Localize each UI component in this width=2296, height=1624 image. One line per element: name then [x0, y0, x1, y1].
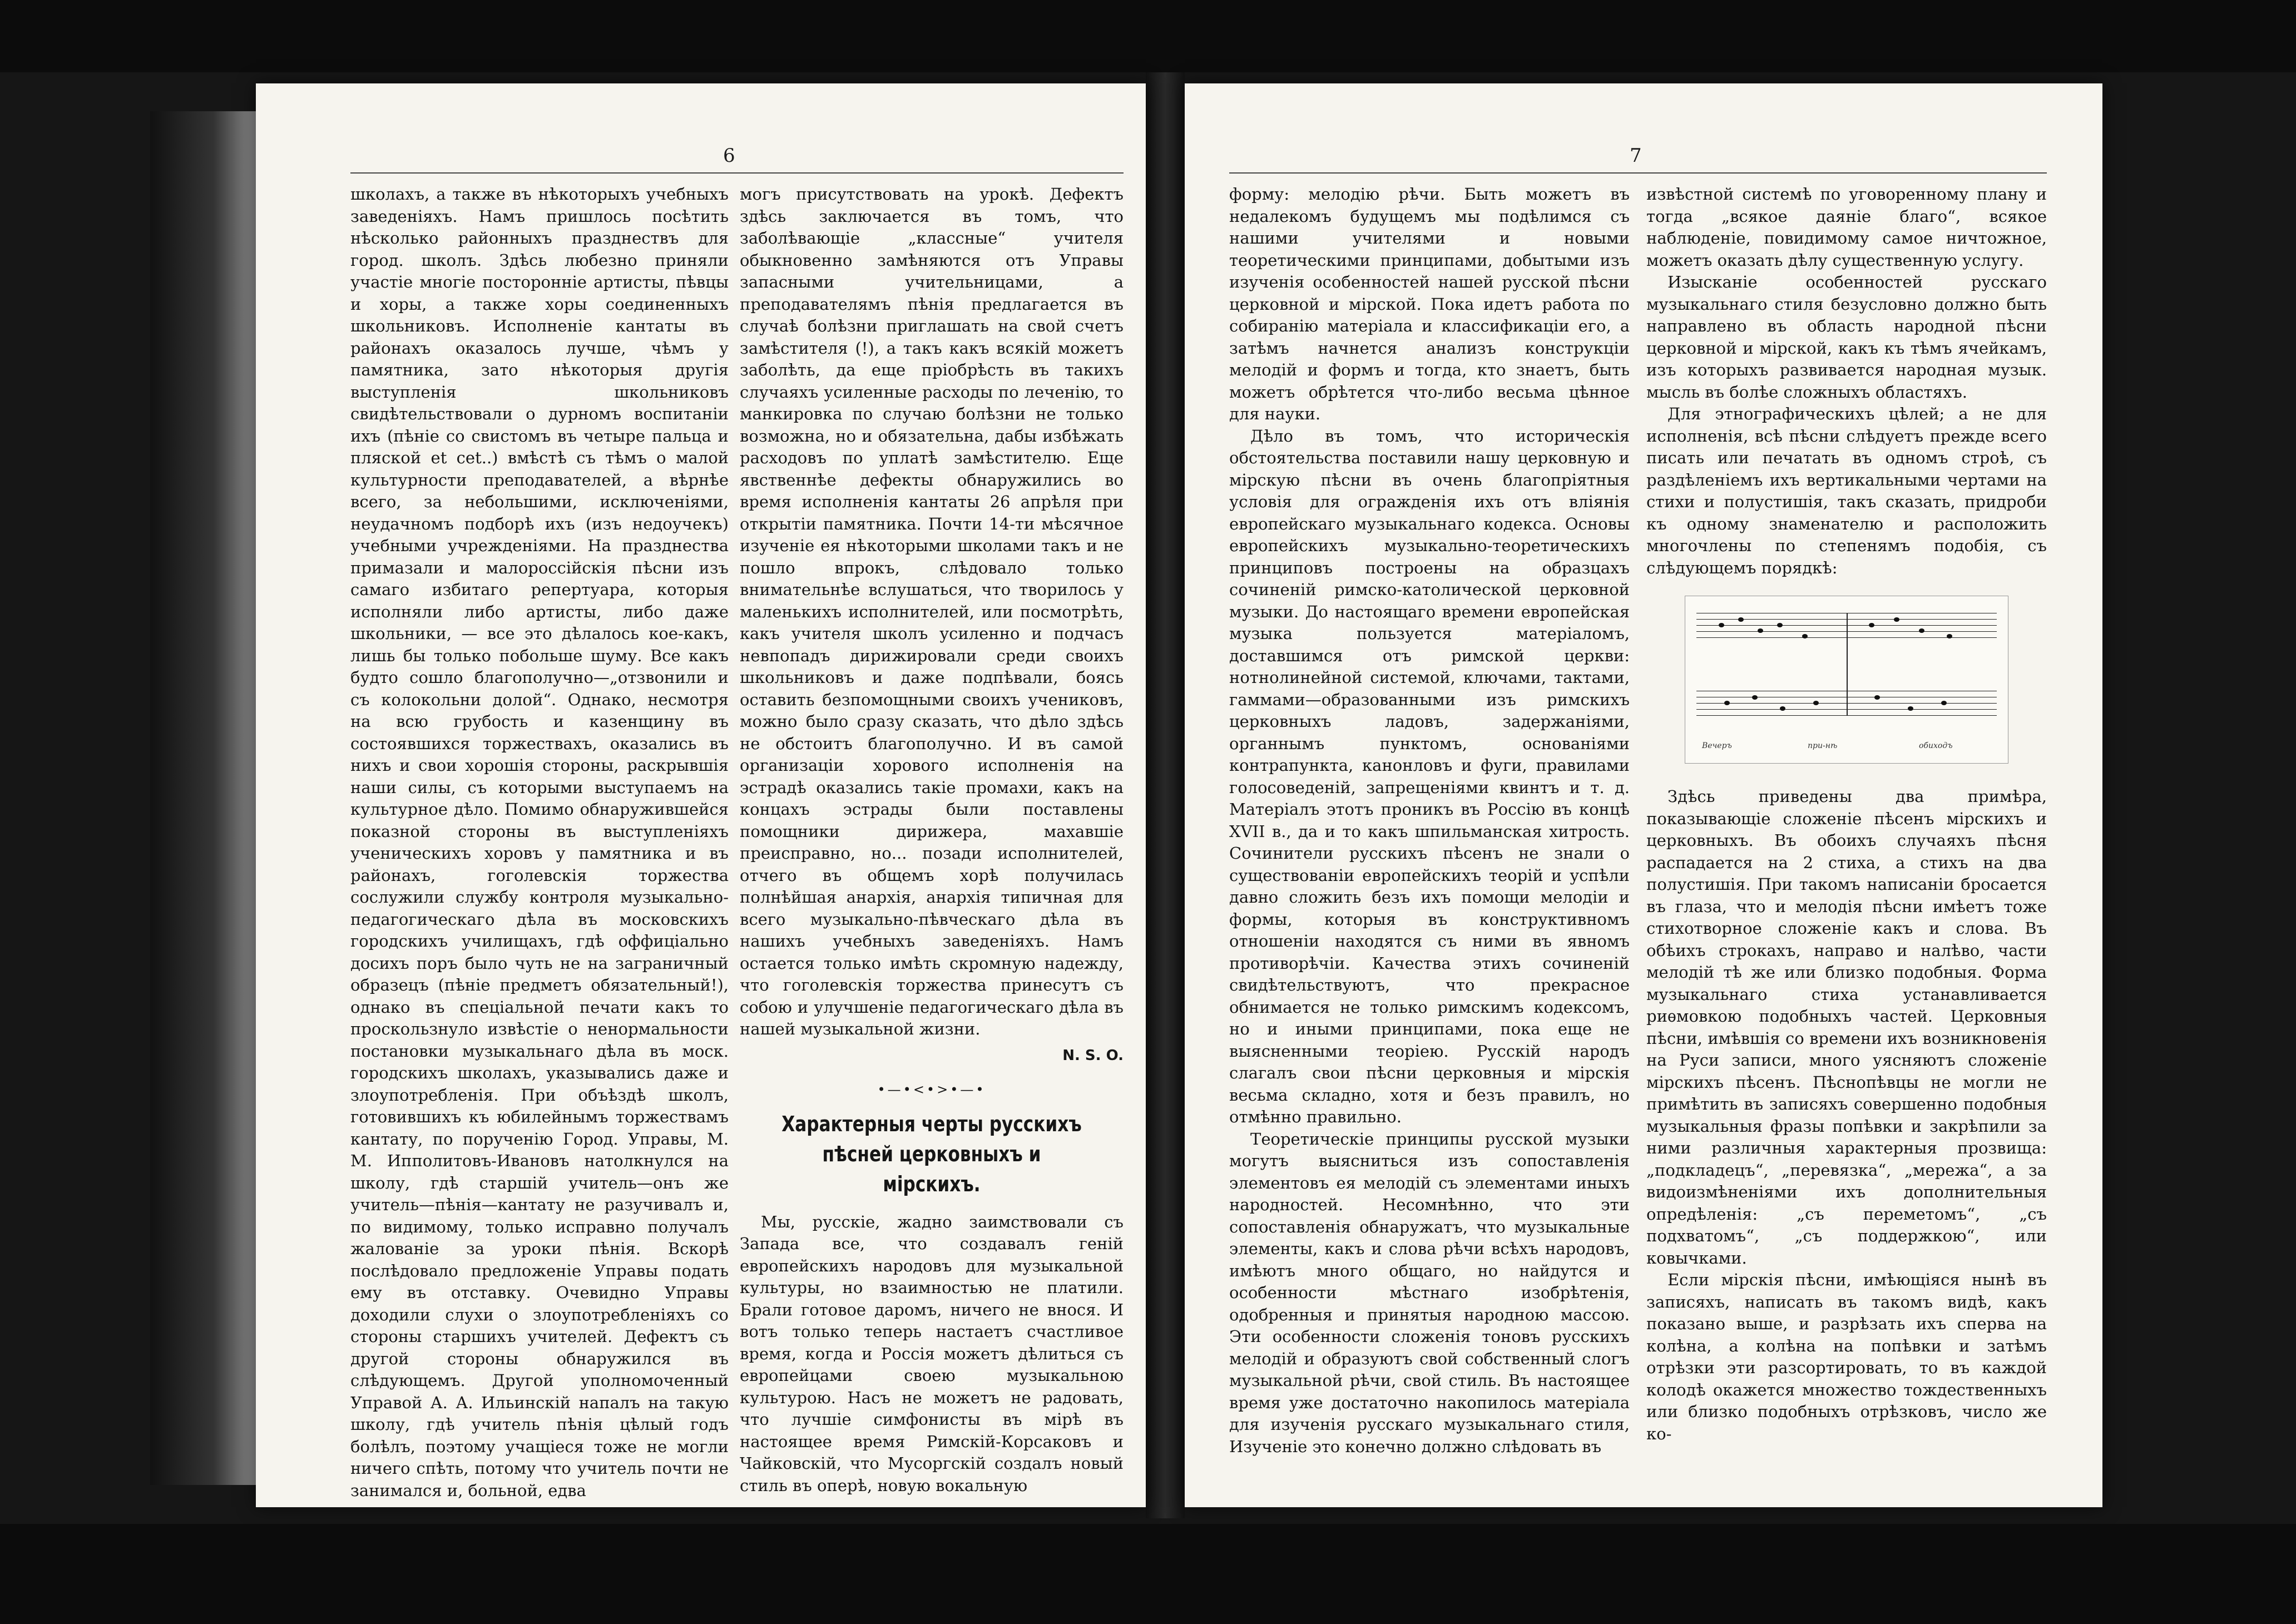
left-page-column-1 — [350, 184, 729, 1502]
music-note — [1894, 617, 1899, 622]
paragraph: Мы, русскіе, жадно заимствовали съ Запада все, что создавалъ геній европейскихъ народовъ для музыкальной культуры, но взаимностью не платили. Брали готовое даромъ, ничего не внося. И вотъ только теперь настаетъ счастливое время, когда и Россія можетъ дѣлиться съ европейцами своею музыкальною культурою. Насъ не можетъ не радовать, что лучшіе симфонисты въ мірѣ въ настоящее время Римскій-Корсаковъ и Чайковскій, что Мусоргскій создалъ новый стиль въ оперѣ, новую вокальную — [740, 1212, 1124, 1495]
music-note — [1719, 623, 1724, 627]
right-page-column-2 — [1646, 184, 2047, 1445]
paragraph: Для этнографическихъ цѣлей; а не для исполненія, всѣ пѣсни слѣдуетъ прежде всего писать или печатать въ одномъ строѣ, съ раздѣленіемъ ихъ вертикальными чертами на стихи и полустишія, такъ сказать, придроби къ одному знаменателю и расположить многочлены по степенямъ подобія, съ слѣдующемъ порядкѣ: — [1646, 404, 2047, 577]
music-note — [1941, 701, 1947, 705]
music-caption: при-нѣ — [1808, 741, 1838, 750]
music-note — [1919, 628, 1924, 633]
paragraph: могъ присутствовать на урокѣ. Дефектъ здѣсь заключается въ томъ, что заболѣвающіе „классные“ учителя обыкновенно замѣняются отъ Управы запасными учительницами, а преподавателямъ пѣнія предлагается въ случаѣ болѣзни приглашать на свой счетъ замѣстителя (!), а такъ какъ всякій можетъ заболѣть, да еще пріобрѣсть въ такихъ случаяхъ усиленные расходы по леченію, то манкировка по случаю болѣзни не только возможна, но и обязательна, дабы избѣжать расходовъ по уплатѣ замѣстителю. Еще явственнѣе дефекты обнаружились во время исполненія кантаты 26 апрѣля при открытіи памятника. Почти 14-ти мѣсячное изученіе ея нѣкоторыми школами такъ и не пошло впрокъ, слѣдовало только внимательнѣе вслушаться, что творилось у маленькихъ исполнителей, или посмотрѣть, какъ учителя школъ усиленно и подчасъ невпопадъ дирижировали среди своихъ школьниковъ и даже подпѣвали, боясь оставить безпомощными своихъ учениковъ, можно было сразу сказать, что дѣло здѣсь не обстоитъ благополучно. И въ самой организаціи хорового исполненія на эстрадѣ оказались такіе промахи, какъ на концахъ эстрады были поставлены помощники дирижера, махавшіе преисправно, но... позади исполнителей, отчего въ общемъ хорѣ получилась полнѣйшая анархія, анархія типичная для всего музыкально-пѣвческаго дѣла въ нашихъ учебныхъ заведеніяхъ. Намъ остается только имѣть скромную надежду, что гоголевскія торжества принесутъ съ собою и улучшеніе педагогическаго дѣла въ нашей музыкальной жизни. — [740, 185, 1124, 1038]
music-note — [1869, 623, 1874, 627]
paragraph: Теоретическіе принципы русской музыки могутъ выясниться изъ сопоставленія элементовъ ея мелодій съ элементами иныхъ народностей. Несомнѣнно, что эти сопоставленія обнаружатъ, что музыкальные элементы, какъ и слова рѣчи всѣхъ народовъ, имѣютъ много общаго, но найдутся и особенности мѣстнаго изобрѣтенія, одобренныя и принятыя народною массою. Эти особенности сложенія тоновъ русскихъ мелодій и образуютъ свой собственный слогъ музыкальной рѣчи, свой стиль. Въ настоящее время уже достаточно накопилось матеріала для изученія русскаго музыкальнаго стиля, Изученіе это конечно должно слѣдовать въ — [1229, 1129, 1630, 1456]
book-spine — [1146, 72, 1185, 1518]
scan-bottom-border — [0, 1524, 2296, 1624]
article-title: Характерныя черты русскихъ пѣсней церковныхъ и мірскихъ. — [781, 1111, 1082, 1196]
paragraph: извѣстной системѣ по уговоренному плану и тогда „всякое даяніе благо“, всякое наблюденіе, повидимому самое ничтожное, можетъ оказать дѣлу существенную услугу. — [1646, 185, 2047, 270]
paragraph: школахъ, а также въ нѣкоторыхъ учебныхъ заведеніяхъ. Намъ пришлось посѣтить нѣсколько районныхъ празднествъ для город. школъ. Здѣсь любезно приняли участіе многіе посторонніе артисты, пѣвцы и хоры, а также хоры соединенныхъ школьниковъ. Исполненіе кантаты въ районахъ оказалось лучше, чѣмъ у памятника, зато нѣкоторыя другія выступленія школьниковъ свидѣтельствовали о дурномъ воспитаніи ихъ (пѣніе со свистомъ въ четыре пальца и пляской et cet..) вмѣстѣ съ тѣмъ о малой культурности преподавателей, а вѣрнѣе всего, за небольшими, исключеніями, неудачномъ подборѣ ихъ (изъ недоучекъ) учебными учрежденіями. На празднества примазали и малороссійскія пѣсни изъ самаго избитаго репертуара, которыя исполняли либо артисты, либо даже школьники, — все это дѣлалось кое-какъ, лишь бы только побольше шуму. Все какъ будто сошло благополучно—„отзвонили и съ колокольни долой“. Однако, несмотря на всю грубость и казенщину въ состоявшихся торжествахъ, оказались въ нихъ и свои хорошія стороны, раскрывшія наши силы, съ которыми выступаемъ на культурное дѣло. Помимо обнаружившейся показной стороны въ выступленіяхъ ученическихъ хоровъ у памятника и въ районахъ, гоголевскія торжества сослужили службу контроля музыкально-педагогическаго дѣла въ московскихъ городскихъ училищахъ, гдѣ оффиціально досихъ поръ было чуть не на заграничный образецъ (пѣніе предметъ обязательный!), однако въ спеціальной печати какъ то проскользнуло извѣстіе о ненормальности постановки музыкальнаго дѣла въ моск. городскихъ школахъ, указывались даже и злоупотребленія. При объѣздѣ школъ, готовившихъ къ юбилейнымъ торжествамъ кантату, по порученію Город. Управы, М. М. Ипполитовъ-Ивановъ натолкнулся на школу, гдѣ старшій учитель—онъ же учитель—пѣнія—кантату не разучивалъ и, по видимому, только исправно получалъ жалованіе за уроки пѣнія. Вскорѣ послѣдовало предложеніе Управы подать ему въ отставку. Очевидно Управы доходили слухи о злоупотребленіяхъ со стороны старшихъ учителей. Дефектъ съ другой стороны обнаружился въ слѣдующемъ. Другой уполномоченный Управой А. А. Ильинскій напалъ на такую школу, гдѣ учитель пѣнія цѣлый годъ болѣлъ, поэтому учащіеся тоже не могли ничего спѣть, потому что учитель почти не занимался и, больной, едва — [350, 185, 729, 1500]
left-page — [256, 83, 1146, 1507]
header-rule-left — [350, 172, 1124, 174]
music-caption: обиходъ — [1919, 741, 1953, 750]
paragraph: форму: мелодію рѣчи. Быть можетъ въ недалекомъ будущемъ мы подѣлимся съ нашими учителями и новыми теоретическими принципами, добытыми изъ изученія особенностей нашей русской пѣсни церковной и мірской. Пока идетъ работа по собиранію матеріала и классификаціи его, а затѣмъ начнется анализъ конструкціи мелодій и формъ и тогда, кто знаетъ, быть можетъ обрѣтется что-либо весьма цѣнное для науки. — [1229, 185, 1630, 423]
music-note — [1752, 695, 1758, 700]
right-page-column-1 — [1229, 184, 1630, 1458]
music-caption: Вечеръ — [1702, 741, 1732, 750]
right-page — [1185, 83, 2102, 1507]
music-barline — [1847, 613, 1848, 715]
paragraph: Изысканіе особенностей русскаго музыкальнаго стиля безусловно должно быть направлено въ область народной пѣсни церковной и мірской, какъ къ тѣмъ ячейкамъ, изъ которыхъ развивается народная музык. мысль въ болѣе сложныхъ областяхъ. — [1646, 273, 2047, 402]
paragraph: Если мірскія пѣсни, имѣющіяся нынѣ въ записяхъ, написать въ такомъ видѣ, какъ показано выше, и разрѣзать ихъ сперва на колѣна, а колѣна на попѣвки и затѣмъ отрѣзки эти разсортировать, то въ каждой колодѣ окажется множество тождественныхъ или близко подобныхъ отрѣзковъ, число же ко- — [1646, 1270, 2047, 1443]
music-note — [1758, 628, 1763, 633]
music-note — [1947, 634, 1952, 638]
author-signature: N. S. O. — [1062, 1047, 1124, 1064]
music-note — [1802, 634, 1808, 638]
music-note — [1908, 706, 1913, 711]
header-rule-right — [1229, 172, 2047, 174]
paragraph: Дѣло въ томъ, что историческія обстоятельства поставили нашу церковную и мірскую пѣсни въ очень благопріятныя условія для огражденія ихъ отъ вліянія европейскаго музыкальнаго кодекса. Основы европейскихъ музыкально-теоретическихъ принциповъ построены на образцахъ сочиненій римско-католической церковной музыки. До настоящаго времени европейская музыка пользуется матеріаломъ, доставшимся отъ римской церкви: нотнолинейной системой, ключами, тактами, гаммами—образованными изъ римскихъ церковныхъ ладовъ, задержаніями, органнымъ пунктомъ, основаніями контрапункта, канонловъ и фуги, правилами голосоведеній, запрещеніями квинтъ и т. д. Матеріалъ этотъ проникъ въ Россію въ концѣ XVII в., да и то какъ шпильманская хитрость. Сочинители русскихъ пѣсенъ не знали о существованіи европейскихъ теорій и успѣли давно сложить безъ ихъ помощи мелодіи и формы, которыя въ конструктивномъ отношеніи находятся съ ними въ явномъ противорѣчіи. Качества этихъ сочиненій свидѣтельствуютъ, что прекрасное обнимается не только римскимъ кодексомъ, но и иными принципами, пока еще не выясненными теоріею. Русскій народъ слагалъ свои пѣсни церковныя и мірскія весьма складно, хотя и безъ правилъ, но отмѣнно правильно. — [1229, 426, 1630, 1126]
book-edge-shadow — [150, 111, 256, 1485]
page-number-right: 7 — [1630, 145, 1642, 167]
left-page-column-2 — [740, 184, 1124, 1497]
ornament-divider: •—•<•>•—• — [877, 1082, 986, 1097]
page-number-left: 6 — [723, 145, 735, 167]
music-note — [1780, 706, 1785, 711]
music-notation-figure — [1685, 596, 2008, 764]
music-note — [1724, 701, 1730, 705]
music-note — [1874, 695, 1880, 700]
scan-top-border — [0, 0, 2296, 72]
music-note — [1777, 623, 1783, 627]
paragraph: Здѣсь приведены два примѣра, показывающіе сложеніе пѣсенъ мірскихъ и церковныхъ. Въ обоихъ случаяхъ пѣсня распадается на 2 стиха, а стихъ на два полустишія. При такомъ написаніи бросается въ глаза, что и мелодія пѣсни имѣетъ тоже стихотворное сложеніе какъ и слова. Въ обѣихъ строкахъ, направо и налѣво, части мелодій тѣ же или близко подобныя. Форма музыкальнаго стиха устанавливается риѳмовкою подобныхъ частей. Церковныя пѣсни, имѣвшія со времени ихъ возникновенія на Руси записи, много уясняютъ сложеніе мірскихъ пѣсенъ. Пѣснопѣвцы не могли не примѣтить въ записяхъ совершенно подобныя музыкальныя фразы попѣвки и закрѣпили за ними различныя характерныя прозвища: „подкладецъ“, „перевязка“, „мережа“, а за видоизмѣненіями ихъ дополнительныя опредѣленія: „съ переметомъ“, „съ подхватомъ“, „съ поддержкою“, или ковычками. — [1646, 787, 2047, 1267]
music-note — [1813, 701, 1819, 705]
music-note — [1738, 617, 1744, 622]
